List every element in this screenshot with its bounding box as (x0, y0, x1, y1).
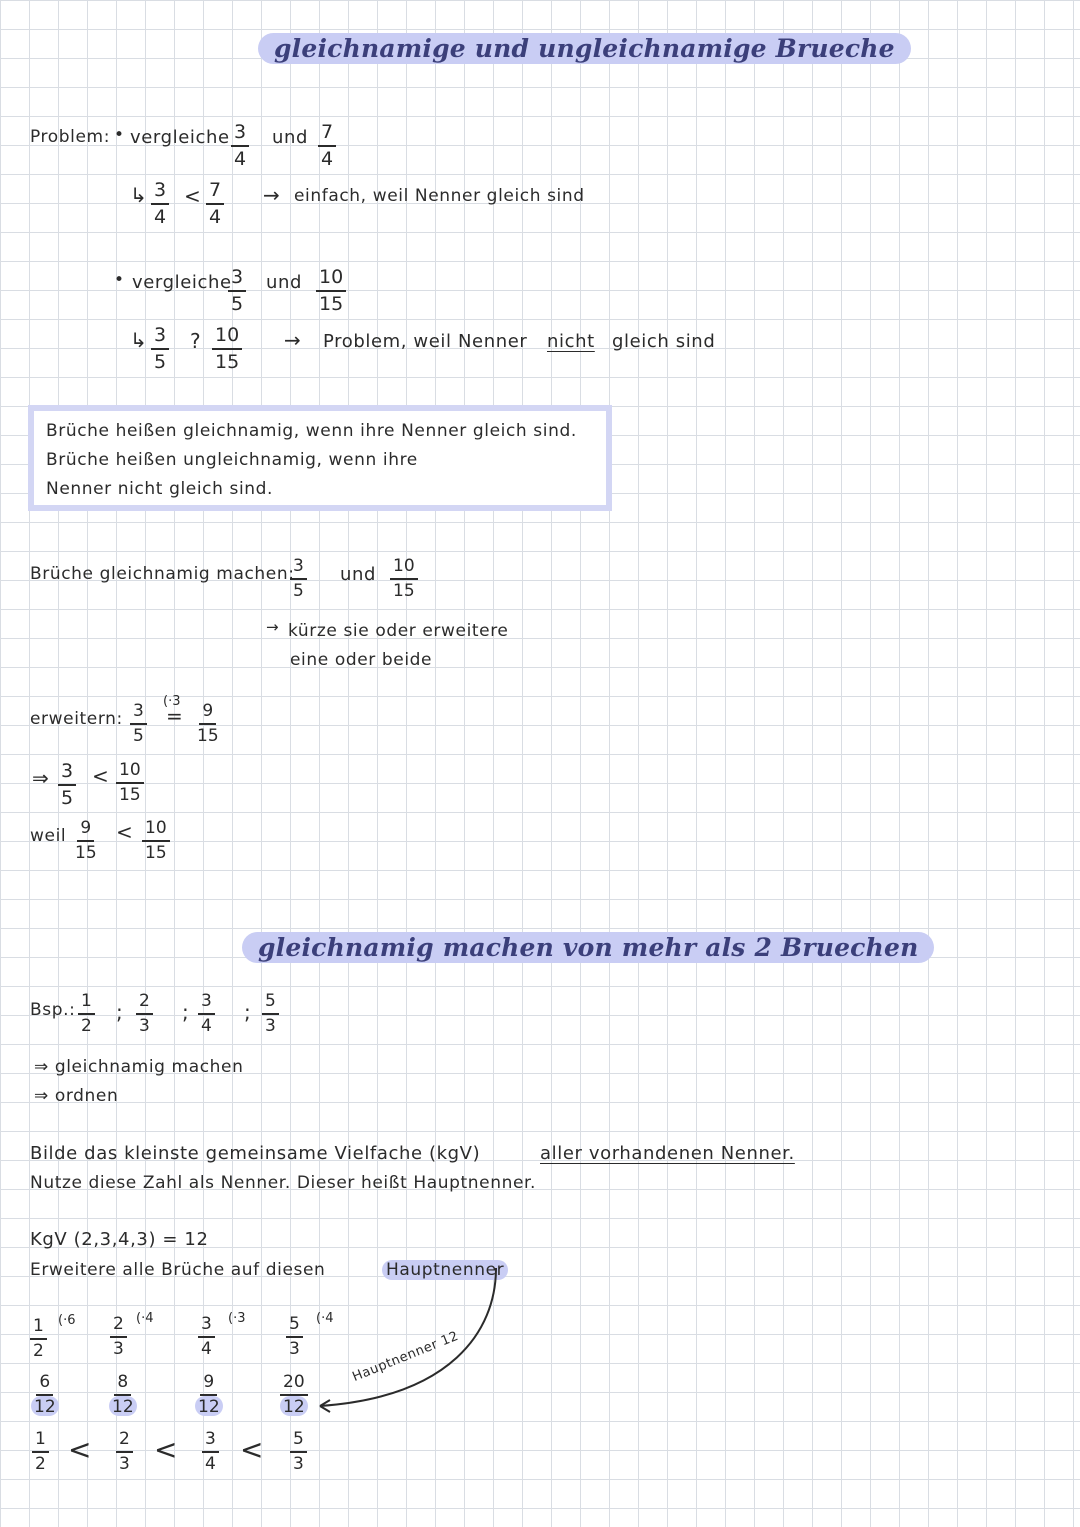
compare-word-1: vergleiche (130, 127, 230, 148)
right-arrow-icon: → (284, 328, 301, 352)
example-label: Bsp.: (30, 1000, 76, 1020)
fraction: $\frac{9}{12}$ (195, 1374, 223, 1416)
less-than-symbol: < (68, 1433, 92, 1466)
fraction: $\frac{8}{12}$ (109, 1374, 137, 1416)
note-problem-c: gleich sind (612, 331, 716, 352)
section-title-2: gleichnamig machen von mehr als 2 Bruechen (242, 932, 934, 963)
and-word-3: und (340, 564, 377, 585)
fraction: $\frac{20}{12}$ (280, 1374, 308, 1416)
fraction: $\frac{5}{3}$ (286, 1316, 303, 1358)
less-than-symbol: < (154, 1433, 178, 1466)
arrow-label: Hauptnenner 12 (350, 1328, 461, 1385)
fraction: $\frac{10}{15}$ (390, 558, 418, 600)
fraction: $\frac{7}{4}$ (206, 181, 224, 227)
kgv-line: KgV (2,3,4,3) = 12 (30, 1229, 209, 1250)
fraction: $\frac{6}{12}$ (31, 1374, 59, 1416)
less-than-symbol: < (92, 764, 109, 788)
equals-symbol: = (166, 704, 183, 728)
note-easy: einfach, weil Nenner gleich sind (294, 186, 585, 206)
sub-arrow-icon: ↳ (130, 183, 147, 207)
fraction: $\frac{3}{5}$ (228, 268, 246, 314)
fraction: $\frac{3}{4}$ (198, 993, 215, 1035)
bullet-1: • (114, 125, 125, 145)
factor: (·4 (316, 1311, 334, 1326)
rule-line-2: Nutze diese Zahl als Nenner. Dieser heißt Hauptnenner. (30, 1173, 537, 1193)
fraction: $\frac{1}{2}$ (30, 1318, 47, 1360)
fraction: $\frac{9}{15}$ (75, 818, 97, 863)
expand-label: erweitern: (30, 709, 123, 729)
bullet-2: • (114, 270, 125, 290)
fraction: $\frac{3}{4}$ (198, 1316, 215, 1358)
compare-word-2: vergleiche (132, 272, 232, 293)
less-than-symbol: < (240, 1433, 264, 1466)
right-arrow-icon: → (266, 618, 279, 636)
question-symbol: ? (190, 329, 201, 353)
definition-line-2: Brüche heißen ungleichnamig, wenn ihre (46, 450, 418, 470)
fraction: $\frac{3}{4}$ (151, 181, 169, 227)
sub-arrow-icon: ↳ (130, 328, 147, 352)
fraction: $\frac{3}{5}$ (151, 326, 169, 372)
separator: ; (182, 1000, 189, 1024)
definition-line-3: Nenner nicht gleich sind. (46, 479, 274, 499)
fraction: $\frac{2}{3}$ (110, 1316, 127, 1358)
fraction: $\frac{5}{3}$ (290, 1431, 307, 1473)
fraction: $\frac{2}{3}$ (116, 1431, 133, 1473)
problem-label: Problem: (30, 127, 111, 147)
fraction: $\frac{2}{3}$ (136, 993, 153, 1035)
note-problem-b: nicht (547, 331, 595, 352)
rule-line-1a: Bilde das kleinste gemeinsame Vielfache (kgV) (30, 1143, 481, 1164)
fraction: $\frac{3}{5}$ (58, 762, 76, 808)
expand-factor: (·3 (163, 694, 181, 709)
make-same-label: Brüche gleichnamig machen: (30, 564, 295, 584)
because-word: weil (30, 826, 67, 846)
fraction: $\frac{10}{15}$ (142, 820, 170, 862)
definition-line-1: Brüche heißen gleichnamig, wenn ihre Nenner gleich sind. (46, 421, 577, 441)
step-order: ⇒ ordnen (34, 1086, 119, 1106)
fraction: $\frac{7}{4}$ (318, 123, 336, 169)
step-make-same: ⇒ gleichnamig machen (34, 1057, 244, 1077)
note-problem-a: Problem, weil Nenner (323, 331, 528, 352)
fraction: $\frac{1}{2}$ (78, 993, 95, 1035)
fraction: $\frac{3}{4}$ (231, 123, 249, 169)
fraction: $\frac{10}{15}$ (116, 762, 144, 804)
less-than-symbol: < (184, 184, 201, 208)
fraction: $\frac{1}{2}$ (32, 1431, 49, 1473)
main-denominator-arrow (300, 1262, 520, 1422)
fraction: $\frac{10}{15}$ (316, 268, 346, 314)
kgv-instruction: Erweitere alle Brüche auf diesen (30, 1260, 326, 1280)
fraction: $\frac{3}{4}$ (202, 1431, 219, 1473)
section-title-1: gleichnamige und ungleichnamige Brueche (258, 33, 911, 64)
separator: ; (244, 1000, 251, 1024)
fraction: $\frac{3}{5}$ (290, 558, 307, 600)
make-same-note-2: eine oder beide (290, 650, 433, 670)
definition-box (28, 405, 612, 511)
factor: (·4 (136, 1311, 154, 1326)
and-word-2: und (266, 272, 303, 293)
fraction: $\frac{3}{5}$ (130, 703, 147, 745)
implies-icon: ⇒ (32, 766, 49, 790)
fraction: $\frac{9}{15}$ (197, 701, 219, 746)
fraction: $\frac{5}{3}$ (262, 993, 279, 1035)
fraction: $\frac{10}{15}$ (212, 326, 242, 372)
and-word-1: und (272, 127, 309, 148)
separator: ; (116, 1000, 123, 1024)
main-denominator-highlight: Hauptnenner (382, 1260, 508, 1280)
make-same-note-1: kürze sie oder erweitere (288, 621, 509, 641)
less-than-symbol: < (116, 820, 133, 844)
factor: (·6 (58, 1313, 76, 1328)
right-arrow-icon: → (263, 183, 280, 207)
rule-line-1b: aller vorhandenen Nenner. (540, 1143, 795, 1164)
factor: (·3 (228, 1311, 246, 1326)
